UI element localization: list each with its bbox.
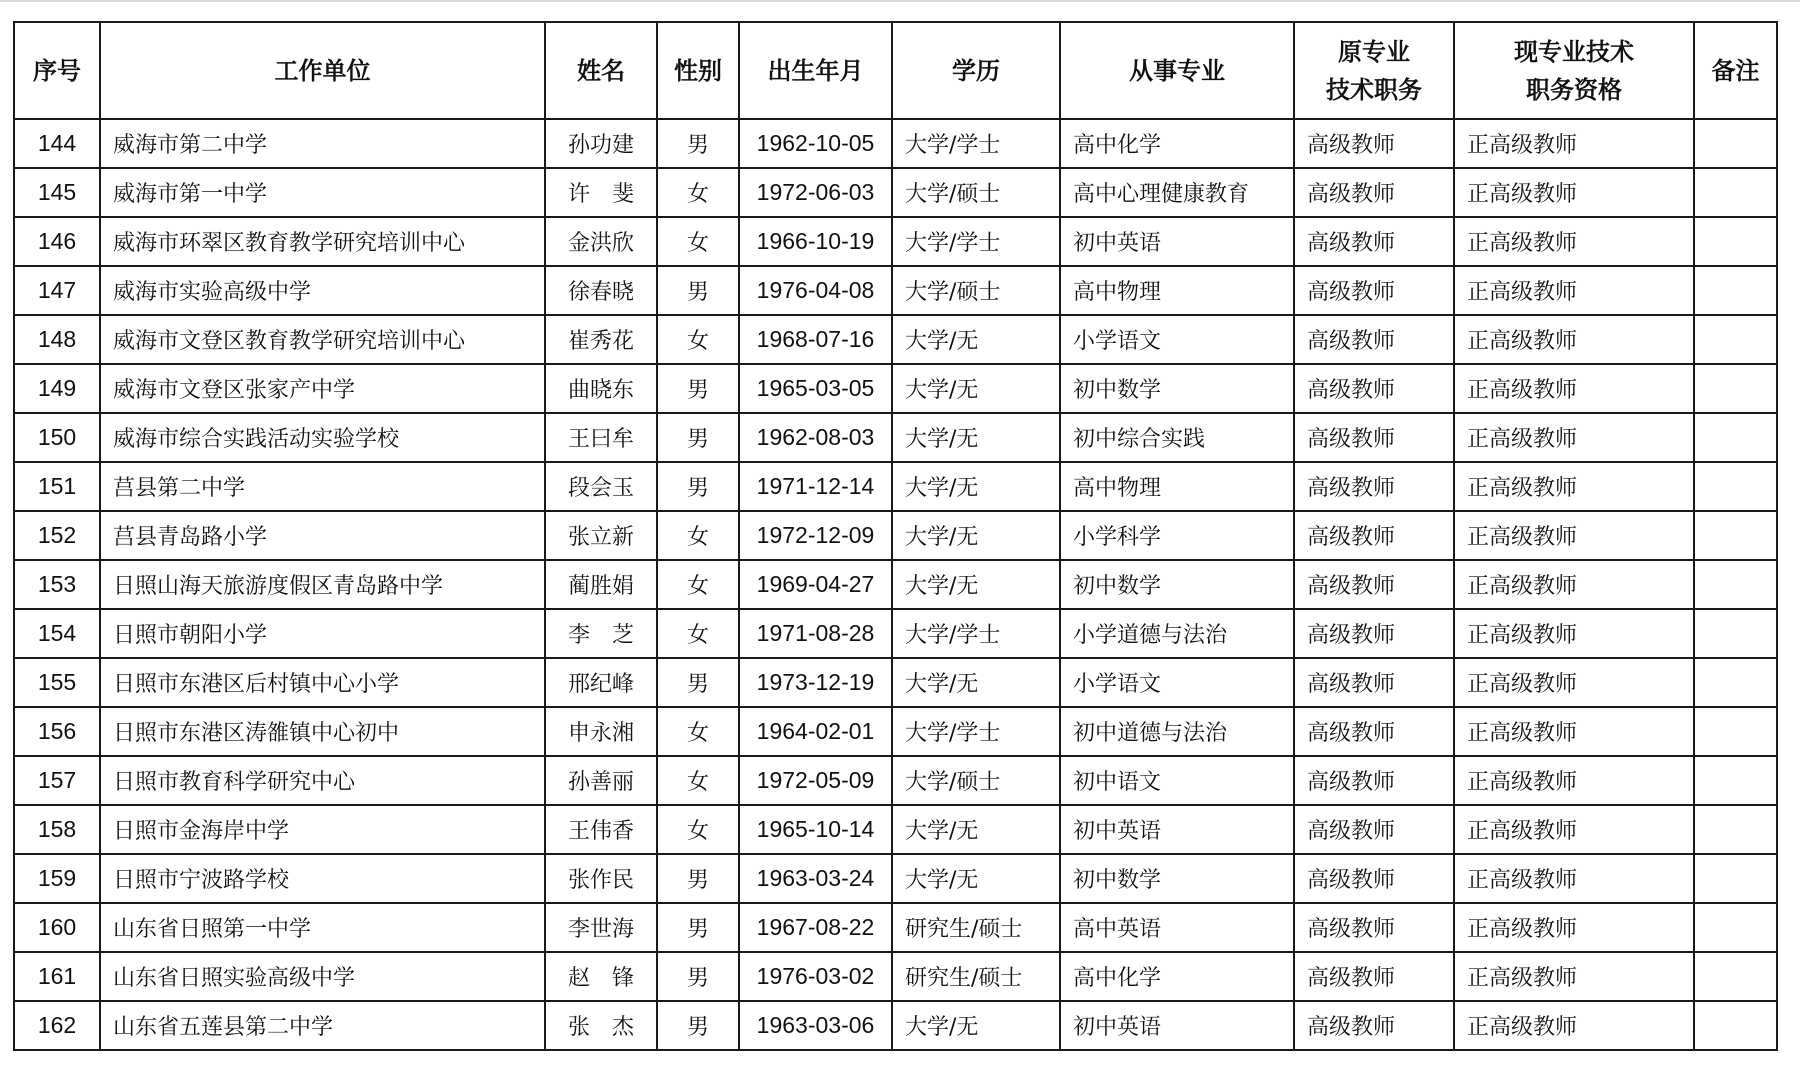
header-original-title-line2: 技术职务 bbox=[1326, 75, 1422, 104]
cell-original-title: 高级教师 bbox=[1294, 560, 1454, 609]
cell-original-title: 高级教师 bbox=[1294, 462, 1454, 511]
cell-education: 大学/无 bbox=[892, 413, 1060, 462]
cell-gender: 男 bbox=[657, 364, 739, 413]
table-row bbox=[14, 707, 1777, 756]
cell-specialty: 高中物理 bbox=[1060, 462, 1294, 511]
cell-birth-date: 1964-02-01 bbox=[739, 707, 892, 756]
cell-education: 大学/硕士 bbox=[892, 756, 1060, 805]
cell-birth-date: 1962-10-05 bbox=[739, 119, 892, 168]
teacher-list-table bbox=[13, 21, 1778, 1051]
header-original-title bbox=[1294, 22, 1454, 119]
cell-birth-date: 1965-10-14 bbox=[739, 805, 892, 854]
cell-remarks bbox=[1694, 1001, 1777, 1050]
cell-specialty: 小学语文 bbox=[1060, 658, 1294, 707]
cell-name: 申永湘 bbox=[545, 707, 657, 756]
cell-name: 崔秀花 bbox=[545, 315, 657, 364]
cell-workplace: 日照市东港区涛雒镇中心初中 bbox=[100, 707, 545, 756]
cell-current-title: 正高级教师 bbox=[1454, 707, 1694, 756]
table-row bbox=[14, 756, 1777, 805]
cell-birth-date: 1976-03-02 bbox=[739, 952, 892, 1001]
cell-specialty: 初中数学 bbox=[1060, 854, 1294, 903]
cell-education: 大学/无 bbox=[892, 1001, 1060, 1050]
cell-index: 149 bbox=[14, 364, 100, 413]
cell-index: 153 bbox=[14, 560, 100, 609]
cell-original-title: 高级教师 bbox=[1294, 511, 1454, 560]
cell-index: 162 bbox=[14, 1001, 100, 1050]
cell-original-title: 高级教师 bbox=[1294, 756, 1454, 805]
cell-education: 大学/无 bbox=[892, 854, 1060, 903]
cell-workplace: 山东省日照第一中学 bbox=[100, 903, 545, 952]
cell-original-title: 高级教师 bbox=[1294, 854, 1454, 903]
header-current-title bbox=[1454, 22, 1694, 119]
cell-workplace: 威海市文登区教育教学研究培训中心 bbox=[100, 315, 545, 364]
cell-gender: 女 bbox=[657, 805, 739, 854]
cell-workplace: 威海市环翠区教育教学研究培训中心 bbox=[100, 217, 545, 266]
header-specialty: 从事专业 bbox=[1060, 22, 1294, 119]
cell-gender: 女 bbox=[657, 707, 739, 756]
cell-name: 王伟香 bbox=[545, 805, 657, 854]
cell-remarks bbox=[1694, 952, 1777, 1001]
cell-specialty: 小学道德与法治 bbox=[1060, 609, 1294, 658]
cell-index: 152 bbox=[14, 511, 100, 560]
cell-index: 150 bbox=[14, 413, 100, 462]
cell-remarks bbox=[1694, 903, 1777, 952]
cell-education: 大学/无 bbox=[892, 462, 1060, 511]
cell-birth-date: 1972-05-09 bbox=[739, 756, 892, 805]
cell-gender: 男 bbox=[657, 854, 739, 903]
cell-remarks bbox=[1694, 854, 1777, 903]
cell-index: 155 bbox=[14, 658, 100, 707]
cell-education: 研究生/硕士 bbox=[892, 952, 1060, 1001]
cell-original-title: 高级教师 bbox=[1294, 1001, 1454, 1050]
cell-current-title: 正高级教师 bbox=[1454, 217, 1694, 266]
cell-remarks bbox=[1694, 658, 1777, 707]
table-row bbox=[14, 609, 1777, 658]
cell-gender: 女 bbox=[657, 511, 739, 560]
cell-name: 张立新 bbox=[545, 511, 657, 560]
header-original-title-line1: 原专业 bbox=[1338, 37, 1410, 66]
cell-workplace: 日照市宁波路学校 bbox=[100, 854, 545, 903]
cell-name: 许 斐 bbox=[545, 168, 657, 217]
cell-workplace: 莒县青岛路小学 bbox=[100, 511, 545, 560]
cell-remarks bbox=[1694, 168, 1777, 217]
cell-workplace: 山东省五莲县第二中学 bbox=[100, 1001, 545, 1050]
cell-index: 148 bbox=[14, 315, 100, 364]
cell-birth-date: 1963-03-06 bbox=[739, 1001, 892, 1050]
cell-gender: 男 bbox=[657, 266, 739, 315]
cell-name: 孙善丽 bbox=[545, 756, 657, 805]
table-row bbox=[14, 217, 1777, 266]
table-row bbox=[14, 364, 1777, 413]
cell-education: 大学/无 bbox=[892, 560, 1060, 609]
cell-original-title: 高级教师 bbox=[1294, 266, 1454, 315]
cell-specialty: 高中物理 bbox=[1060, 266, 1294, 315]
cell-current-title: 正高级教师 bbox=[1454, 854, 1694, 903]
cell-remarks bbox=[1694, 413, 1777, 462]
cell-current-title: 正高级教师 bbox=[1454, 168, 1694, 217]
cell-specialty: 小学语文 bbox=[1060, 315, 1294, 364]
cell-specialty: 初中综合实践 bbox=[1060, 413, 1294, 462]
cell-gender: 男 bbox=[657, 658, 739, 707]
cell-education: 大学/学士 bbox=[892, 119, 1060, 168]
cell-index: 158 bbox=[14, 805, 100, 854]
cell-remarks bbox=[1694, 217, 1777, 266]
cell-birth-date: 1963-03-24 bbox=[739, 854, 892, 903]
cell-workplace: 日照市金海岸中学 bbox=[100, 805, 545, 854]
cell-current-title: 正高级教师 bbox=[1454, 511, 1694, 560]
cell-workplace: 威海市综合实践活动实验学校 bbox=[100, 413, 545, 462]
cell-gender: 男 bbox=[657, 903, 739, 952]
table-row bbox=[14, 903, 1777, 952]
cell-index: 145 bbox=[14, 168, 100, 217]
cell-index: 154 bbox=[14, 609, 100, 658]
cell-specialty: 高中化学 bbox=[1060, 952, 1294, 1001]
cell-original-title: 高级教师 bbox=[1294, 217, 1454, 266]
cell-index: 161 bbox=[14, 952, 100, 1001]
cell-birth-date: 1966-10-19 bbox=[739, 217, 892, 266]
cell-current-title: 正高级教师 bbox=[1454, 560, 1694, 609]
cell-birth-date: 1971-08-28 bbox=[739, 609, 892, 658]
cell-gender: 男 bbox=[657, 1001, 739, 1050]
cell-education: 研究生/硕士 bbox=[892, 903, 1060, 952]
header-name: 姓名 bbox=[545, 22, 657, 119]
cell-gender: 男 bbox=[657, 119, 739, 168]
table-row bbox=[14, 119, 1777, 168]
cell-gender: 女 bbox=[657, 217, 739, 266]
cell-education: 大学/无 bbox=[892, 658, 1060, 707]
cell-specialty: 初中语文 bbox=[1060, 756, 1294, 805]
cell-current-title: 正高级教师 bbox=[1454, 952, 1694, 1001]
table-row bbox=[14, 315, 1777, 364]
cell-birth-date: 1969-04-27 bbox=[739, 560, 892, 609]
cell-specialty: 高中英语 bbox=[1060, 903, 1294, 952]
cell-index: 157 bbox=[14, 756, 100, 805]
header-remarks: 备注 bbox=[1694, 22, 1777, 119]
table-header-row bbox=[14, 22, 1777, 119]
cell-workplace: 威海市第二中学 bbox=[100, 119, 545, 168]
cell-original-title: 高级教师 bbox=[1294, 952, 1454, 1001]
table-row bbox=[14, 266, 1777, 315]
header-current-title-line1: 现专业技术 bbox=[1514, 37, 1634, 66]
cell-workplace: 日照市教育科学研究中心 bbox=[100, 756, 545, 805]
cell-education: 大学/学士 bbox=[892, 707, 1060, 756]
cell-name: 段会玉 bbox=[545, 462, 657, 511]
cell-current-title: 正高级教师 bbox=[1454, 364, 1694, 413]
table-row bbox=[14, 805, 1777, 854]
cell-gender: 女 bbox=[657, 560, 739, 609]
cell-name: 孙功建 bbox=[545, 119, 657, 168]
cell-current-title: 正高级教师 bbox=[1454, 658, 1694, 707]
cell-gender: 女 bbox=[657, 315, 739, 364]
table-row bbox=[14, 462, 1777, 511]
cell-specialty: 高中心理健康教育 bbox=[1060, 168, 1294, 217]
cell-name: 张作民 bbox=[545, 854, 657, 903]
cell-birth-date: 1976-04-08 bbox=[739, 266, 892, 315]
top-divider bbox=[0, 0, 1800, 2]
cell-remarks bbox=[1694, 315, 1777, 364]
cell-name: 蔺胜娟 bbox=[545, 560, 657, 609]
cell-specialty: 初中英语 bbox=[1060, 805, 1294, 854]
cell-original-title: 高级教师 bbox=[1294, 658, 1454, 707]
cell-specialty: 初中英语 bbox=[1060, 1001, 1294, 1050]
header-education: 学历 bbox=[892, 22, 1060, 119]
cell-original-title: 高级教师 bbox=[1294, 413, 1454, 462]
cell-current-title: 正高级教师 bbox=[1454, 119, 1694, 168]
cell-index: 151 bbox=[14, 462, 100, 511]
cell-original-title: 高级教师 bbox=[1294, 168, 1454, 217]
cell-name: 曲晓东 bbox=[545, 364, 657, 413]
cell-original-title: 高级教师 bbox=[1294, 805, 1454, 854]
cell-education: 大学/学士 bbox=[892, 609, 1060, 658]
table-row bbox=[14, 952, 1777, 1001]
cell-birth-date: 1967-08-22 bbox=[739, 903, 892, 952]
table-row bbox=[14, 413, 1777, 462]
cell-index: 144 bbox=[14, 119, 100, 168]
cell-gender: 男 bbox=[657, 952, 739, 1001]
table-row bbox=[14, 658, 1777, 707]
cell-remarks bbox=[1694, 364, 1777, 413]
cell-education: 大学/硕士 bbox=[892, 168, 1060, 217]
cell-education: 大学/无 bbox=[892, 805, 1060, 854]
cell-birth-date: 1972-06-03 bbox=[739, 168, 892, 217]
cell-name: 赵 锋 bbox=[545, 952, 657, 1001]
cell-current-title: 正高级教师 bbox=[1454, 462, 1694, 511]
cell-original-title: 高级教师 bbox=[1294, 119, 1454, 168]
cell-education: 大学/无 bbox=[892, 511, 1060, 560]
header-gender: 性别 bbox=[657, 22, 739, 119]
cell-original-title: 高级教师 bbox=[1294, 315, 1454, 364]
cell-index: 146 bbox=[14, 217, 100, 266]
cell-remarks bbox=[1694, 511, 1777, 560]
cell-current-title: 正高级教师 bbox=[1454, 315, 1694, 364]
cell-gender: 女 bbox=[657, 609, 739, 658]
table-row bbox=[14, 511, 1777, 560]
cell-name: 李 芝 bbox=[545, 609, 657, 658]
header-index: 序号 bbox=[14, 22, 100, 119]
cell-remarks bbox=[1694, 560, 1777, 609]
cell-remarks bbox=[1694, 266, 1777, 315]
cell-name: 王曰牟 bbox=[545, 413, 657, 462]
table-row bbox=[14, 168, 1777, 217]
cell-workplace: 日照市朝阳小学 bbox=[100, 609, 545, 658]
header-workplace: 工作单位 bbox=[100, 22, 545, 119]
cell-current-title: 正高级教师 bbox=[1454, 609, 1694, 658]
cell-specialty: 初中英语 bbox=[1060, 217, 1294, 266]
cell-remarks bbox=[1694, 756, 1777, 805]
cell-name: 李世海 bbox=[545, 903, 657, 952]
cell-birth-date: 1971-12-14 bbox=[739, 462, 892, 511]
cell-gender: 男 bbox=[657, 462, 739, 511]
cell-birth-date: 1965-03-05 bbox=[739, 364, 892, 413]
cell-birth-date: 1968-07-16 bbox=[739, 315, 892, 364]
cell-gender: 女 bbox=[657, 756, 739, 805]
cell-current-title: 正高级教师 bbox=[1454, 903, 1694, 952]
cell-workplace: 威海市实验高级中学 bbox=[100, 266, 545, 315]
cell-current-title: 正高级教师 bbox=[1454, 266, 1694, 315]
cell-remarks bbox=[1694, 609, 1777, 658]
cell-original-title: 高级教师 bbox=[1294, 707, 1454, 756]
cell-name: 邢纪峰 bbox=[545, 658, 657, 707]
cell-index: 156 bbox=[14, 707, 100, 756]
cell-current-title: 正高级教师 bbox=[1454, 756, 1694, 805]
cell-workplace: 威海市文登区张家产中学 bbox=[100, 364, 545, 413]
cell-workplace: 莒县第二中学 bbox=[100, 462, 545, 511]
table-row bbox=[14, 854, 1777, 903]
cell-remarks bbox=[1694, 707, 1777, 756]
header-current-title-line2: 职务资格 bbox=[1526, 75, 1622, 104]
cell-original-title: 高级教师 bbox=[1294, 364, 1454, 413]
cell-birth-date: 1973-12-19 bbox=[739, 658, 892, 707]
cell-workplace: 山东省日照实验高级中学 bbox=[100, 952, 545, 1001]
cell-birth-date: 1972-12-09 bbox=[739, 511, 892, 560]
cell-specialty: 高中化学 bbox=[1060, 119, 1294, 168]
cell-current-title: 正高级教师 bbox=[1454, 413, 1694, 462]
cell-education: 大学/硕士 bbox=[892, 266, 1060, 315]
cell-index: 160 bbox=[14, 903, 100, 952]
cell-education: 大学/无 bbox=[892, 315, 1060, 364]
header-birth-date: 出生年月 bbox=[739, 22, 892, 119]
table-row bbox=[14, 1001, 1777, 1050]
cell-gender: 男 bbox=[657, 413, 739, 462]
cell-remarks bbox=[1694, 119, 1777, 168]
cell-index: 147 bbox=[14, 266, 100, 315]
cell-current-title: 正高级教师 bbox=[1454, 805, 1694, 854]
cell-original-title: 高级教师 bbox=[1294, 903, 1454, 952]
cell-remarks bbox=[1694, 462, 1777, 511]
cell-specialty: 初中数学 bbox=[1060, 560, 1294, 609]
cell-education: 大学/学士 bbox=[892, 217, 1060, 266]
cell-original-title: 高级教师 bbox=[1294, 609, 1454, 658]
cell-specialty: 初中数学 bbox=[1060, 364, 1294, 413]
cell-gender: 女 bbox=[657, 168, 739, 217]
cell-index: 159 bbox=[14, 854, 100, 903]
cell-remarks bbox=[1694, 805, 1777, 854]
cell-workplace: 威海市第一中学 bbox=[100, 168, 545, 217]
table-row bbox=[14, 560, 1777, 609]
cell-workplace: 日照山海天旅游度假区青岛路中学 bbox=[100, 560, 545, 609]
cell-name: 徐春晓 bbox=[545, 266, 657, 315]
cell-birth-date: 1962-08-03 bbox=[739, 413, 892, 462]
cell-specialty: 初中道德与法治 bbox=[1060, 707, 1294, 756]
cell-specialty: 小学科学 bbox=[1060, 511, 1294, 560]
cell-current-title: 正高级教师 bbox=[1454, 1001, 1694, 1050]
cell-workplace: 日照市东港区后村镇中心小学 bbox=[100, 658, 545, 707]
cell-name: 金洪欣 bbox=[545, 217, 657, 266]
cell-education: 大学/无 bbox=[892, 364, 1060, 413]
cell-name: 张 杰 bbox=[545, 1001, 657, 1050]
